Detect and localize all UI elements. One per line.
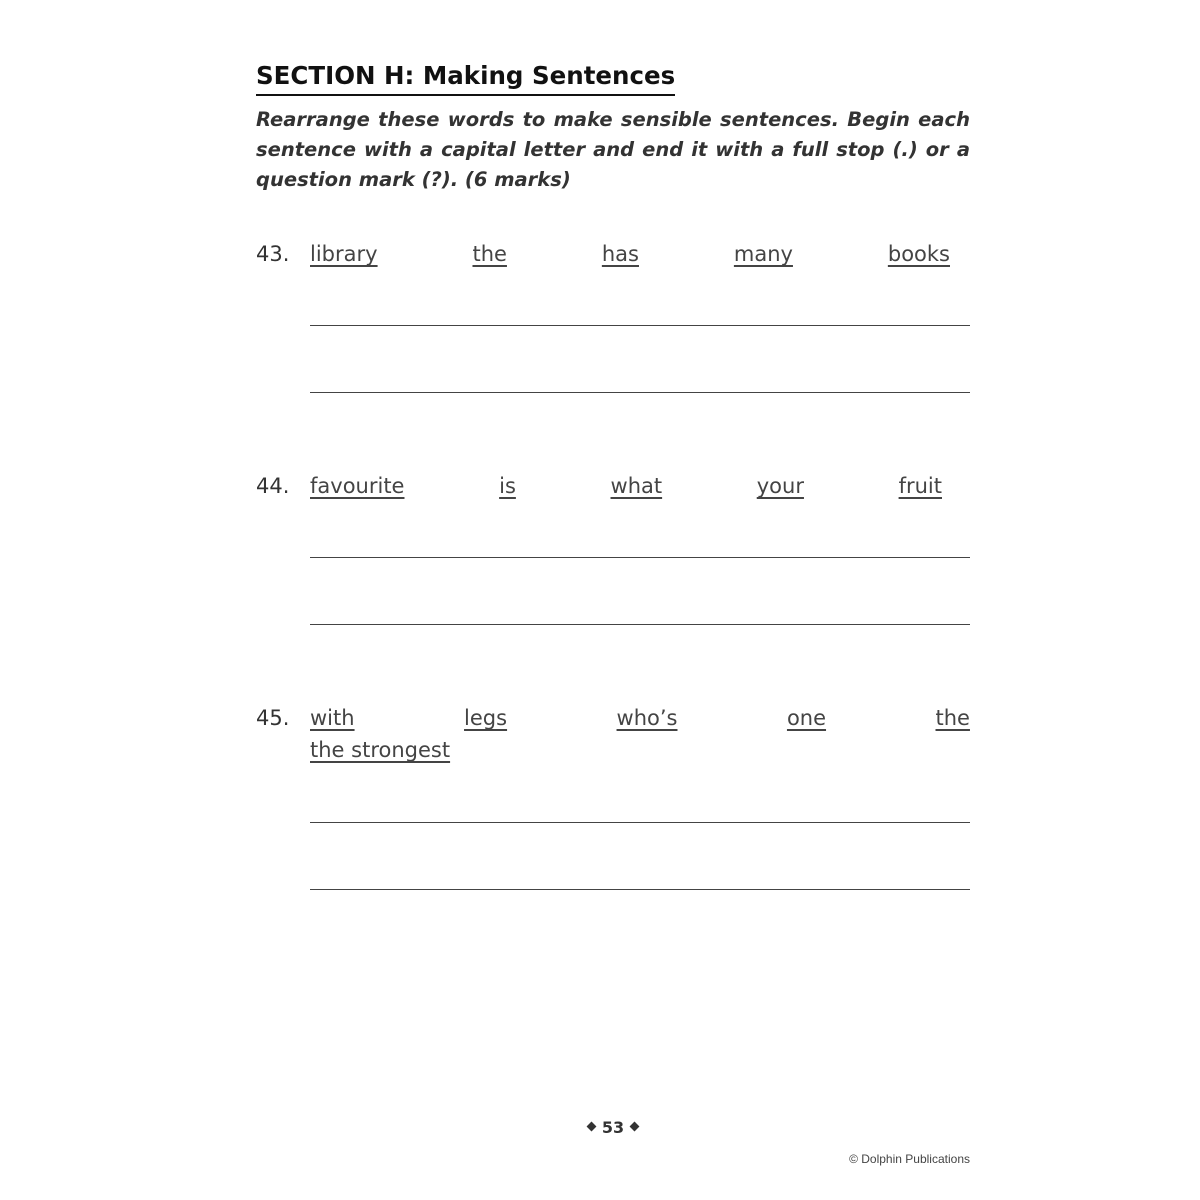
word: fruit xyxy=(898,474,942,498)
word: the xyxy=(935,706,970,730)
word: favourite xyxy=(310,474,405,498)
word: has xyxy=(601,242,639,266)
word: books xyxy=(887,242,950,266)
instructions: Rearrange these words to make sensible sentences. Begin each sentence with a capital letter and end it with a full stop (.) or a question mark (?). (6 marks) xyxy=(256,108,970,191)
answer-line[interactable] xyxy=(310,392,970,393)
question-43-number: 43. xyxy=(256,242,290,266)
page-number xyxy=(578,1118,648,1137)
word: legs xyxy=(464,706,508,730)
copyright: © Dolphin Publications xyxy=(849,1152,970,1166)
word: is xyxy=(499,474,516,498)
section-title: SECTION H: Making Sentences xyxy=(256,60,675,96)
word: the xyxy=(472,242,507,266)
answer-line[interactable] xyxy=(310,889,970,890)
answer-line[interactable] xyxy=(310,822,970,823)
diamond-icon xyxy=(586,1122,596,1132)
word: who’s xyxy=(616,706,678,730)
question-44-words xyxy=(310,470,942,502)
word: library xyxy=(310,242,378,266)
question-45-extra-words: the strongest xyxy=(310,738,451,762)
word: with xyxy=(310,706,355,730)
question-45-words xyxy=(310,702,970,734)
answer-line[interactable] xyxy=(310,557,970,558)
question-44-number: 44. xyxy=(256,474,290,498)
word: one xyxy=(786,706,827,730)
question-43-words xyxy=(310,238,950,270)
question-45-number: 45. xyxy=(256,706,290,730)
word: your xyxy=(756,474,804,498)
page-number-text: 53 xyxy=(601,1118,625,1137)
diamond-icon xyxy=(630,1122,640,1132)
answer-line[interactable] xyxy=(310,624,970,625)
answer-line[interactable] xyxy=(310,325,970,326)
word: what xyxy=(610,474,663,498)
word: many xyxy=(733,242,793,266)
